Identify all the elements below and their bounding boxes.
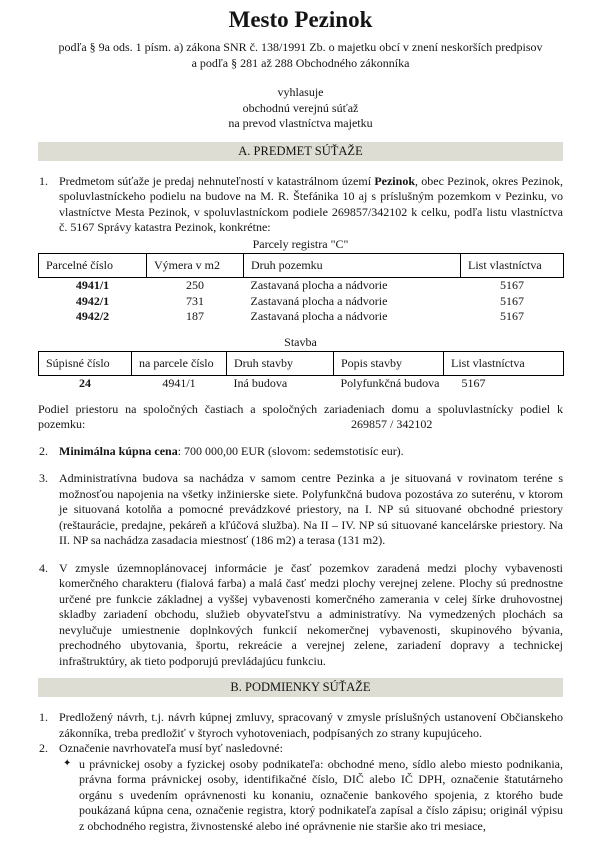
item-text: Administratívna budova sa nachádza v samom centre Pezinka a je situovaná v rovinatom teréne s možnosťou napojenia na všetky inžinierske siete. Polyfunkčná budova pozostáva zo suterénu, v ktorom je situovaná kotolňa a pomocné prevádzkové priestory, na I. NP sú situované obchodné priestory (reštaurácie, predajne, pekáreň a kľúčová služba). Na II – IV. NP sú situované kancelárske priestory. Na II. NP sa nachádza zasadacia miestnosť (186 m2) a terasa (131 m2). [59,471,563,547]
item-text-bold: Pezinok [374,173,415,188]
column-header: Druh stavby [227,352,334,376]
column-header: Výmera v m2 [147,254,244,278]
announcement-line2: obchodnú verejnú súťaž [242,100,359,115]
item-text: V zmysle územnoplánovacej informácie je časť pozemkov zaradená medzi plochy vybavenosti komerčného charakteru (fialová farba) a malá časť medzi plochy verejnej zelene. Plochy sú prednostne určené pre funkcie základnej a vyššej vybavenosti komerčného zamerania v celej šírke druhovostnej skladby zariadení obchodu, služieb obyvateľstvu a administratívy. Na vymedzených plochách sa nevylučuje umiestnenie doplnkových funkcií nekomerčnej vybavenosti, skupinového bývania, prechodného ubytovania, športu, rekreácie a verejnej zelene, zariadení dopravy a technickej infraštruktúry, ak tieto podporujú prevládajúcu funkciu. [59,560,563,668]
column-header: na parcele číslo [132,352,227,376]
item-text-before-bold: Predmetom súťaže je predaj nehnuteľností v katastrálnom území [59,173,375,188]
item-number: 2. [39,443,48,458]
table-cell: Iná budova [233,376,288,390]
table-cell: 4942/2 [75,309,110,323]
podiel-line1: Podiel priestoru na spoločných častiach a spoločných zariadeniach domu a spoluvlastnícky podiel k [38,401,563,416]
item-number: 3. [39,471,48,485]
section-b-header: B. PODMIENKY SÚŤAŽE [38,678,563,697]
table-cell: 4941/1 [162,376,196,390]
column-header: List vlastníctva [461,254,564,278]
parcely-table-header-row [39,254,564,278]
section-a-item-4 [38,561,563,670]
announcement [38,85,563,132]
announcement-line3: na prevod vlastníctva majetku [228,116,373,130]
column-header: List vlastníctva [444,352,564,376]
legal-basis-line1: podľa § 9a ods. 1 písm. a) zákona SNR č. 138/1991 Zb. o majetku obcí v znení neskorších predpisov [58,40,543,54]
item-text-after-bold: , obec Pezinok, okres Pezinok, spoluvlastníckeho podielu na budove na M. R. Štefánika 10 aj s príslušným pozemkom v Pezinku, vo vlastníctve Mesta Pezinok, v spoluvlastníckom podiele 269857/342102 k celku, podľa listu vlastníctva č. 5167 Správy katastra Pezinok, konkrétne: [59,173,564,234]
table-row [39,376,564,392]
table-cell: 24 [79,376,91,390]
column-header: Parcelné číslo [39,254,147,278]
table-cell: Zastavaná plocha a nádvorie [250,293,388,308]
section-a-header: A. PREDMET SÚŤAŽE [38,142,563,161]
item-number: 4. [39,560,48,575]
podiel-label: pozemku: [38,417,86,431]
table-cell: 5167 [500,293,524,308]
stavba-table-header-row [39,352,564,376]
podiel-line2 [38,417,563,433]
table-cell: 4942/1 [75,293,110,308]
legal-basis-line2: a podľa § 281 až 288 Obchodného zákonníka [191,55,410,70]
table-row [39,278,564,294]
announcement-line1: vyhlasuje [277,85,324,99]
podiel-paragraph [38,402,563,433]
item-number: 2. [39,741,48,755]
section-a-item-2 [38,444,563,460]
table-cell: 731 [186,293,204,308]
podiel-value: 269857 / 342102 [351,417,433,431]
table-cell: Polyfunkčná budova [340,376,440,390]
parcely-table-caption: Parcely registra "C" [252,236,349,251]
document-title: Mesto Pezinok [228,7,373,32]
parcely-table [38,253,564,325]
item-text-bold: Minimálna kúpna cena [59,443,178,458]
section-b-item-2 [38,741,563,757]
item-text: Označenie navrhovateľa musí byť nasledovné: [59,741,283,755]
bullet-marker: ✦ [63,757,72,769]
column-header: Súpisné číslo [39,352,132,376]
table-cell: 187 [186,309,204,323]
item-number: 1. [39,710,48,724]
section-a-item-3 [38,471,563,549]
section-b-item-1 [38,710,563,741]
bullet-text: u právnickej osoby a fyzickej osoby podnikateľa: obchodné meno, sídlo alebo miesto podnikania, právna forma právnickej osoby, identifikačné číslo, DIČ alebo IČ DPH, označenie štatutárneho orgánu s uvedením oprávnenosti ku konaniu, označenie bankového spojenia, z ktorého bude poukázaná kúpna cena, označenie registra, ktorý podnikateľa zapísal a číslo zápisu; originál výpisu z obchodného registra, živnostenské alebo iné oprávnenie nie staršie ako tri mesiace, [79,756,563,833]
section-b-bullet-1 [38,757,563,835]
table-cell: 5167 [461,376,486,390]
stavba-table-caption: Stavba [284,334,317,349]
stavba-table [38,351,564,392]
column-header: Druh pozemku [244,254,461,278]
table-cell: 4941/1 [75,278,110,292]
item-text: : 700 000,00 EUR (slovom: sedemstotisíc eur). [177,443,404,458]
section-a-item-1 [38,174,563,236]
legal-basis [38,40,563,71]
table-row [39,309,564,325]
table-cell: Zastavaná plocha a nádvorie [250,278,388,292]
column-header: Popis stavby [334,352,444,376]
table-cell: 5167 [500,278,524,292]
table-cell: 250 [186,278,204,292]
table-row [39,294,564,310]
table-cell: 5167 [500,309,524,323]
table-cell: Zastavaná plocha a nádvorie [250,309,388,323]
item-text: Predložený návrh, t.j. návrh kúpnej zmluvy, spracovaný v zmysle príslušných ustanovení Občianskeho zákonníka, treba predložiť v štyroch vyhotoveniach, podpísaných zo strany kupujúceho. [59,710,563,740]
item-number: 1. [39,173,48,188]
